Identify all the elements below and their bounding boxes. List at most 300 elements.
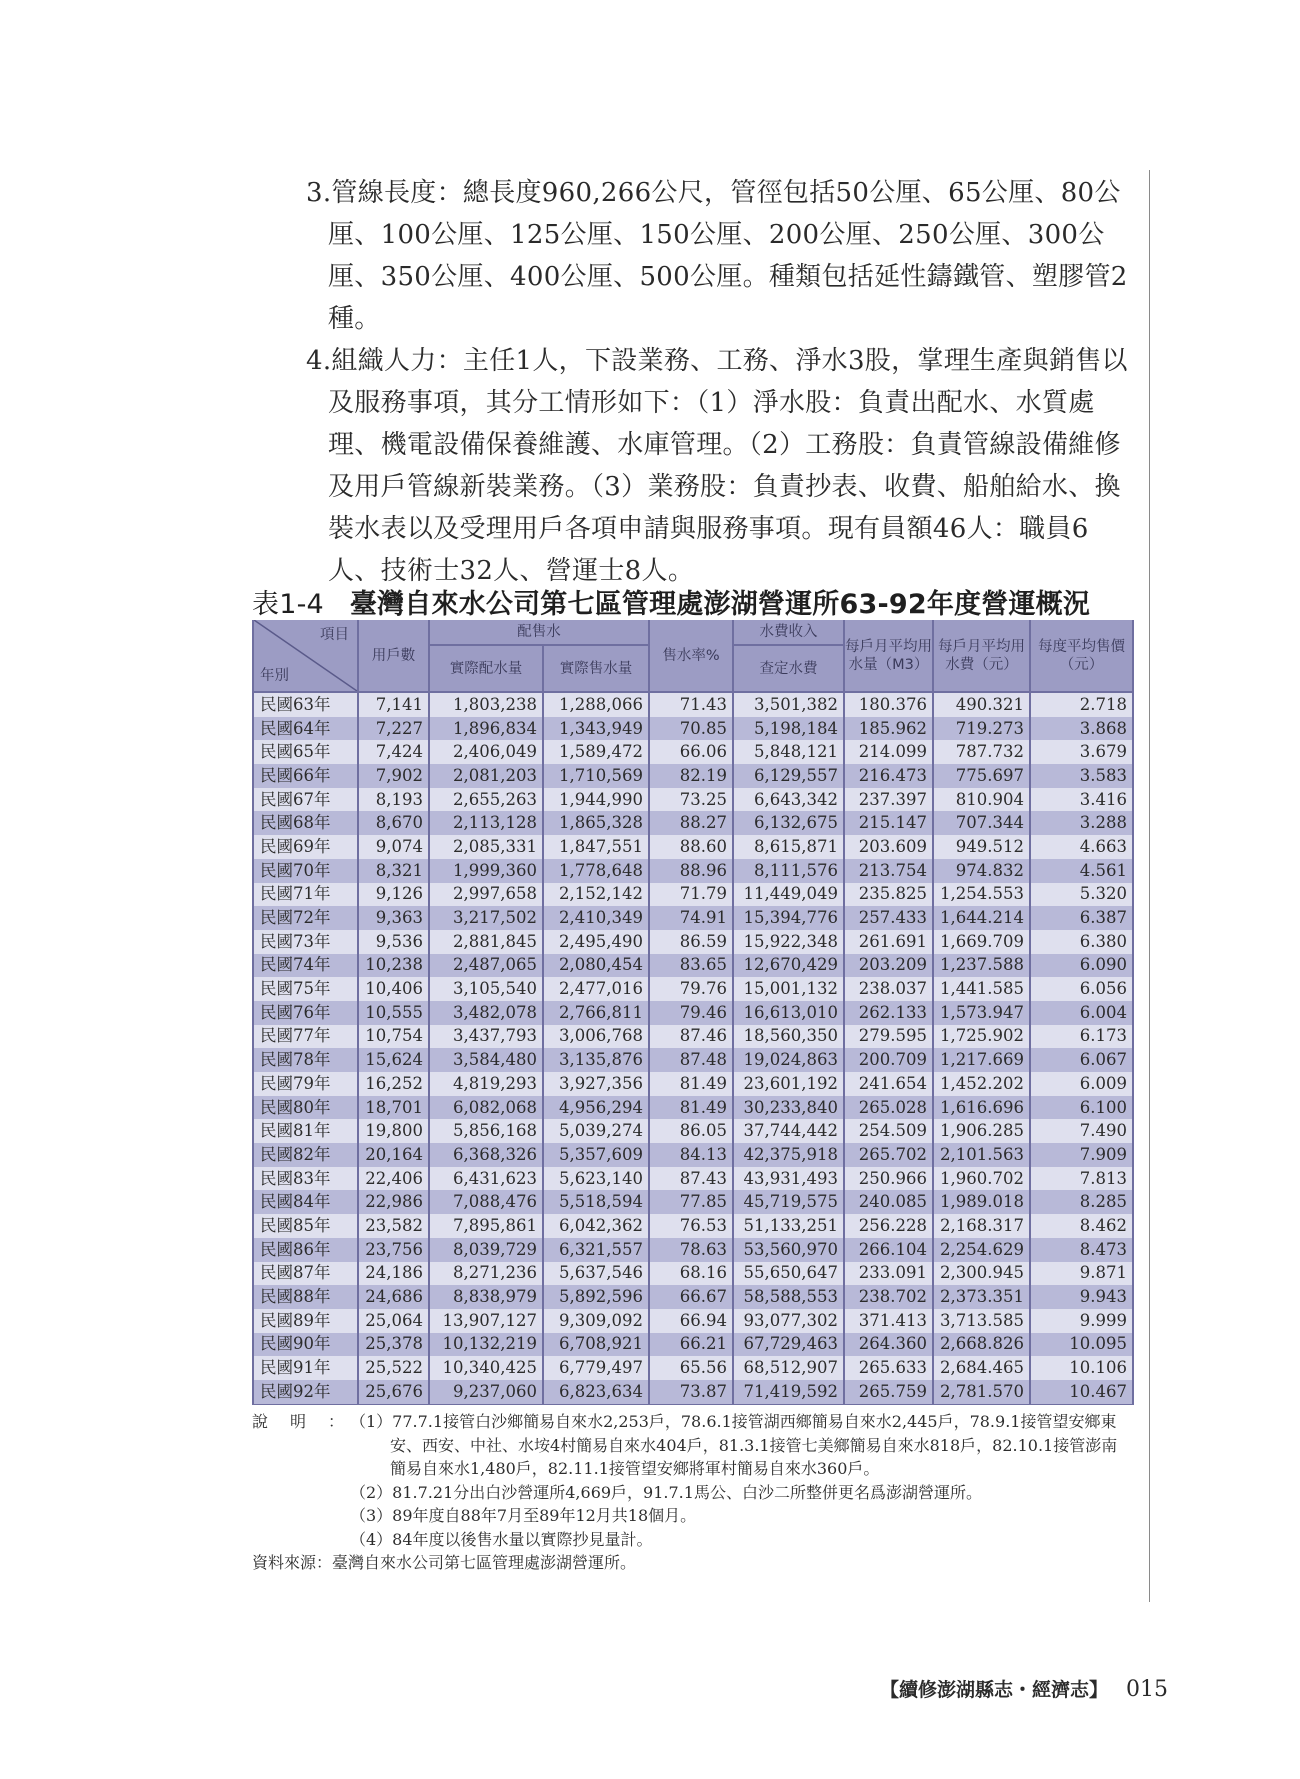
value-cell: 88.60 [649,835,733,859]
value-cell: 213.754 [844,859,933,883]
value-cell: 24,686 [358,1285,429,1309]
value-cell: 88.27 [649,811,733,835]
value-cell: 4.561 [1030,859,1133,883]
year-cell: 民國91年 [253,1356,358,1380]
table-caption [252,582,1152,621]
value-cell: 8,193 [358,788,429,812]
value-cell: 93,077,302 [733,1309,844,1333]
value-cell: 1,865,328 [543,811,649,835]
table-row [253,740,1133,764]
value-cell: 87.46 [649,1025,733,1049]
table-row [253,1190,1133,1214]
value-cell: 6,368,326 [429,1143,543,1167]
table-row [253,954,1133,978]
value-cell: 10,340,425 [429,1356,543,1380]
value-cell: 775.697 [933,764,1030,788]
value-cell: 81.49 [649,1096,733,1120]
value-cell: 1,906.285 [933,1119,1030,1143]
table-row [253,1285,1133,1309]
header-item-label: 項目 [320,627,349,643]
value-cell: 2,477,016 [543,977,649,1001]
value-cell: 5,892,596 [543,1285,649,1309]
value-cell: 10.095 [1030,1333,1133,1357]
table-row [253,788,1133,812]
value-cell: 1,237.588 [933,954,1030,978]
value-cell: 262.133 [844,1001,933,1025]
year-cell: 民國84年 [253,1190,358,1214]
value-cell: 18,701 [358,1096,429,1120]
value-cell: 6,431,623 [429,1167,543,1191]
value-cell: 23,601,192 [733,1072,844,1096]
value-cell: 200.709 [844,1048,933,1072]
value-cell: 5,357,609 [543,1143,649,1167]
value-cell: 2,081,203 [429,764,543,788]
value-cell: 73.25 [649,788,733,812]
margin-rule [1149,170,1150,1602]
header-actual-sales: 實際售水量 [543,645,649,692]
year-cell: 民國72年 [253,906,358,930]
value-cell: 1,778,648 [543,859,649,883]
value-cell: 1,896,834 [429,717,543,741]
value-cell: 71.43 [649,692,733,717]
year-cell: 民國65年 [253,740,358,764]
value-cell: 2.718 [1030,692,1133,717]
value-cell: 88.96 [649,859,733,883]
value-cell: 3.583 [1030,764,1133,788]
value-cell: 185.962 [844,717,933,741]
value-cell: 2,655,263 [429,788,543,812]
header-avg-monthly-fee: 每戶月平均用水費（元） [933,620,1030,692]
table-row [253,1001,1133,1025]
year-cell: 民國86年 [253,1238,358,1262]
value-cell: 6,129,557 [733,764,844,788]
value-cell: 3.868 [1030,717,1133,741]
value-cell: 43,931,493 [733,1167,844,1191]
header-avg-monthly-volume: 每戶月平均用水量（M3） [844,620,933,692]
year-cell: 民國69年 [253,835,358,859]
table-number: 表1-4 [252,589,324,620]
value-cell: 238.037 [844,977,933,1001]
value-cell: 810.904 [933,788,1030,812]
table-row [253,1025,1133,1049]
table-row [253,1262,1133,1286]
table-row [253,906,1133,930]
year-cell: 民國92年 [253,1380,358,1404]
value-cell: 79.46 [649,1001,733,1025]
value-cell: 6.173 [1030,1025,1133,1049]
year-cell: 民國66年 [253,764,358,788]
value-cell: 7.909 [1030,1143,1133,1167]
header-group-revenue: 水費收入 [733,620,844,645]
value-cell: 1,847,551 [543,835,649,859]
table-row [253,692,1133,717]
value-cell: 65.56 [649,1356,733,1380]
value-cell: 265.759 [844,1380,933,1404]
year-cell: 民國77年 [253,1025,358,1049]
paragraph-pipeline-length: 3.管線長度：總長度960,266公尺，管徑包括50公厘、65公厘、80公厘、100公厘、125公厘、150公厘、200公厘、250公厘、300公厘、350公厘、400公厘、500公厘。種類包括延性鑄鐵管、塑膠管2種。 [306,178,1128,334]
value-cell: 67,729,463 [733,1333,844,1357]
value-cell: 3,217,502 [429,906,543,930]
value-cell: 949.512 [933,835,1030,859]
year-cell: 民國78年 [253,1048,358,1072]
value-cell: 1,710,569 [543,764,649,788]
value-cell: 42,375,918 [733,1143,844,1167]
header-sales-rate: 售水率% [649,620,733,692]
value-cell: 203.209 [844,954,933,978]
value-cell: 9,237,060 [429,1380,543,1404]
value-cell: 81.49 [649,1072,733,1096]
value-cell: 3,927,356 [543,1072,649,1096]
value-cell: 66.06 [649,740,733,764]
value-cell: 3,006,768 [543,1025,649,1049]
value-cell: 19,800 [358,1119,429,1143]
year-cell: 民國79年 [253,1072,358,1096]
value-cell: 9.871 [1030,1262,1133,1286]
table-row [253,764,1133,788]
value-cell: 1,644.214 [933,906,1030,930]
year-cell: 民國82年 [253,1143,358,1167]
value-cell: 265.028 [844,1096,933,1120]
year-cell: 民國74年 [253,954,358,978]
year-cell: 民國67年 [253,788,358,812]
value-cell: 5,623,140 [543,1167,649,1191]
value-cell: 3,584,480 [429,1048,543,1072]
value-cell: 8,670 [358,811,429,835]
value-cell: 1,254.553 [933,883,1030,907]
value-cell: 2,997,658 [429,883,543,907]
value-cell: 6.004 [1030,1001,1133,1025]
value-cell: 9,074 [358,835,429,859]
value-cell: 87.43 [649,1167,733,1191]
value-cell: 2,495,490 [543,930,649,954]
value-cell: 3,501,382 [733,692,844,717]
value-cell: 6,708,921 [543,1333,649,1357]
table-row [253,1072,1133,1096]
value-cell: 1,944,990 [543,788,649,812]
value-cell: 79.76 [649,977,733,1001]
value-cell: 1,960.702 [933,1167,1030,1191]
value-cell: 71,419,592 [733,1380,844,1404]
value-cell: 6.067 [1030,1048,1133,1072]
value-cell: 9,536 [358,930,429,954]
value-cell: 256.228 [844,1214,933,1238]
value-cell: 18,560,350 [733,1025,844,1049]
year-cell: 民國89年 [253,1309,358,1333]
value-cell: 707.344 [933,811,1030,835]
value-cell: 8,111,576 [733,859,844,883]
value-cell: 6,643,342 [733,788,844,812]
value-cell: 257.433 [844,906,933,930]
value-cell: 1,343,949 [543,717,649,741]
value-cell: 787.732 [933,740,1030,764]
value-cell: 5,856,168 [429,1119,543,1143]
value-cell: 86.59 [649,930,733,954]
value-cell: 2,152,142 [543,883,649,907]
year-cell: 民國68年 [253,811,358,835]
value-cell: 2,101.563 [933,1143,1030,1167]
header-year-label: 年別 [260,668,289,684]
value-cell: 84.13 [649,1143,733,1167]
value-cell: 7,902 [358,764,429,788]
value-cell: 2,254.629 [933,1238,1030,1262]
value-cell: 266.104 [844,1238,933,1262]
table-row [253,1309,1133,1333]
year-cell: 民國81年 [253,1119,358,1143]
value-cell: 25,522 [358,1356,429,1380]
value-cell: 2,113,128 [429,811,543,835]
header-avg-unit-price: 每度平均售價（元） [1030,620,1133,692]
header-assessed-fee: 查定水費 [733,645,844,692]
value-cell: 1,803,238 [429,692,543,717]
value-cell: 10,132,219 [429,1333,543,1357]
value-cell: 70.85 [649,717,733,741]
value-cell: 6,082,068 [429,1096,543,1120]
year-cell: 民國70年 [253,859,358,883]
note-item: （4）84年度以後售水量以實際抄見量計。 [350,1529,653,1549]
value-cell: 1,669.709 [933,930,1030,954]
value-cell: 19,024,863 [733,1048,844,1072]
value-cell: 7.813 [1030,1167,1133,1191]
value-cell: 1,452.202 [933,1072,1030,1096]
value-cell: 6.387 [1030,906,1133,930]
value-cell: 216.473 [844,764,933,788]
value-cell: 15,394,776 [733,906,844,930]
value-cell: 265.633 [844,1356,933,1380]
value-cell: 53,560,970 [733,1238,844,1262]
table-row [253,977,1133,1001]
value-cell: 8.473 [1030,1238,1133,1262]
value-cell: 20,164 [358,1143,429,1167]
value-cell: 25,378 [358,1333,429,1357]
value-cell: 238.702 [844,1285,933,1309]
value-cell: 10,238 [358,954,429,978]
note-item: （3）89年度自88年7月至89年12月共18個月。 [350,1506,697,1525]
value-cell: 2,080,454 [543,954,649,978]
year-cell: 民國73年 [253,930,358,954]
value-cell: 7.490 [1030,1119,1133,1143]
value-cell: 6.100 [1030,1096,1133,1120]
value-cell: 9,363 [358,906,429,930]
value-cell: 7,895,861 [429,1214,543,1238]
page-number: 015 [1126,1677,1169,1702]
year-cell: 民國85年 [253,1214,358,1238]
value-cell: 37,744,442 [733,1119,844,1143]
value-cell: 9,126 [358,883,429,907]
value-cell: 8.462 [1030,1214,1133,1238]
value-cell: 6,321,557 [543,1238,649,1262]
value-cell: 5,039,274 [543,1119,649,1143]
value-cell: 71.79 [649,883,733,907]
value-cell: 23,582 [358,1214,429,1238]
value-cell: 1,288,066 [543,692,649,717]
value-cell: 9.999 [1030,1309,1133,1333]
value-cell: 241.654 [844,1072,933,1096]
table-body [253,692,1133,1404]
value-cell: 76.53 [649,1214,733,1238]
value-cell: 233.091 [844,1262,933,1286]
table-row [253,1333,1133,1357]
value-cell: 180.376 [844,692,933,717]
value-cell: 16,252 [358,1072,429,1096]
value-cell: 4,956,294 [543,1096,649,1120]
table-row [253,835,1133,859]
value-cell: 4.663 [1030,835,1133,859]
year-cell: 民國71年 [253,883,358,907]
value-cell: 1,999,360 [429,859,543,883]
value-cell: 6,779,497 [543,1356,649,1380]
value-cell: 265.702 [844,1143,933,1167]
value-cell: 8,615,871 [733,835,844,859]
note-item: （1）77.7.1接管白沙鄉簡易自來水2,253戶，78.6.1接管湖西鄉簡易自來水2,445戶，78.9.1接管望安鄉東安、西安、中社、水垵4村簡易自來水404戶，81.3.1接管七美鄉簡易自來水818戶，82.10.1接管澎南簡易自來水1,480戶，82.11.1接管望安鄉將軍村簡易自來水360戶。 [350,1412,1118,1478]
value-cell: 6,132,675 [733,811,844,835]
year-cell: 民國80年 [253,1096,358,1120]
book-title: 【續修澎湖縣志・經濟志】 [880,1679,1109,1701]
operations-table [252,620,1134,1405]
year-cell: 民國90年 [253,1333,358,1357]
table-row [253,1096,1133,1120]
table-row [253,1214,1133,1238]
value-cell: 1,616.696 [933,1096,1030,1120]
year-cell: 民國63年 [253,692,358,717]
value-cell: 8,039,729 [429,1238,543,1262]
value-cell: 7,424 [358,740,429,764]
value-cell: 235.825 [844,883,933,907]
value-cell: 250.966 [844,1167,933,1191]
value-cell: 2,406,049 [429,740,543,764]
value-cell: 2,487,065 [429,954,543,978]
table-row [253,859,1133,883]
value-cell: 7,141 [358,692,429,717]
value-cell: 74.91 [649,906,733,930]
table-row [253,1356,1133,1380]
value-cell: 490.321 [933,692,1030,717]
value-cell: 30,233,840 [733,1096,844,1120]
value-cell: 2,168.317 [933,1214,1030,1238]
table-row [253,1167,1133,1191]
value-cell: 2,766,811 [543,1001,649,1025]
value-cell: 2,410,349 [543,906,649,930]
value-cell: 68.16 [649,1262,733,1286]
header-group-distribution: 配售水 [429,620,649,645]
value-cell: 15,624 [358,1048,429,1072]
value-cell: 15,922,348 [733,930,844,954]
value-cell: 7,227 [358,717,429,741]
table-row [253,1119,1133,1143]
value-cell: 371.413 [844,1309,933,1333]
paragraph-organization: 4.組織人力：主任1人，下設業務、工務、淨水3股，掌理生產與銷售以及服務事項，其分工情形如下：（1）淨水股：負責出配水、水質處理、機電設備保養維護、水庫管理。（2）工務股：負責管線設備維修及用戶管線新裝業務。（3）業務股：負責抄表、收費、船舶給水、換裝水表以及受理用戶各項申請與服務事項。現有員額46人：職員6人、技術士32人、營運士8人。 [306,346,1128,586]
value-cell: 22,406 [358,1167,429,1191]
value-cell: 24,186 [358,1262,429,1286]
value-cell: 3,713.585 [933,1309,1030,1333]
year-cell: 民國64年 [253,717,358,741]
value-cell: 12,670,429 [733,954,844,978]
value-cell: 10,406 [358,977,429,1001]
value-cell: 58,588,553 [733,1285,844,1309]
value-cell: 8,271,236 [429,1262,543,1286]
value-cell: 77.85 [649,1190,733,1214]
value-cell: 5,198,184 [733,717,844,741]
value-cell: 3,105,540 [429,977,543,1001]
table-row [253,811,1133,835]
value-cell: 5.320 [1030,883,1133,907]
value-cell: 10.106 [1030,1356,1133,1380]
value-cell: 10.467 [1030,1380,1133,1404]
value-cell: 5,848,121 [733,740,844,764]
value-cell: 264.360 [844,1333,933,1357]
value-cell: 2,684.465 [933,1356,1030,1380]
value-cell: 1,217.669 [933,1048,1030,1072]
value-cell: 237.397 [844,788,933,812]
value-cell: 66.21 [649,1333,733,1357]
value-cell: 2,300.945 [933,1262,1030,1286]
value-cell: 55,650,647 [733,1262,844,1286]
value-cell: 3,482,078 [429,1001,543,1025]
value-cell: 6.009 [1030,1072,1133,1096]
value-cell: 1,441.585 [933,977,1030,1001]
value-cell: 82.19 [649,764,733,788]
value-cell: 22,986 [358,1190,429,1214]
value-cell: 2,881,845 [429,930,543,954]
value-cell: 10,754 [358,1025,429,1049]
value-cell: 15,001,132 [733,977,844,1001]
table-row [253,1380,1133,1404]
value-cell: 203.609 [844,835,933,859]
year-cell: 民國75年 [253,977,358,1001]
page-footer [880,1675,1168,1702]
table-row [253,1143,1133,1167]
table-row [253,1238,1133,1262]
value-cell: 1,989.018 [933,1190,1030,1214]
value-cell: 2,085,331 [429,835,543,859]
value-cell: 6.056 [1030,977,1133,1001]
year-cell: 民國87年 [253,1262,358,1286]
value-cell: 25,676 [358,1380,429,1404]
value-cell: 8,838,979 [429,1285,543,1309]
value-cell: 214.099 [844,740,933,764]
value-cell: 1,589,472 [543,740,649,764]
value-cell: 2,781.570 [933,1380,1030,1404]
value-cell: 974.832 [933,859,1030,883]
value-cell: 2,668.826 [933,1333,1030,1357]
value-cell: 240.085 [844,1190,933,1214]
value-cell: 16,613,010 [733,1001,844,1025]
value-cell: 3.416 [1030,788,1133,812]
value-cell: 3,135,876 [543,1048,649,1072]
value-cell: 66.67 [649,1285,733,1309]
value-cell: 25,064 [358,1309,429,1333]
value-cell: 86.05 [649,1119,733,1143]
value-cell: 78.63 [649,1238,733,1262]
value-cell: 5,518,594 [543,1190,649,1214]
value-cell: 7,088,476 [429,1190,543,1214]
table-row [253,1048,1133,1072]
table-row [253,883,1133,907]
value-cell: 2,373.351 [933,1285,1030,1309]
value-cell: 45,719,575 [733,1190,844,1214]
notes-label: 說明： [252,1412,367,1431]
year-cell: 民國76年 [253,1001,358,1025]
data-source: 資料來源：臺灣自來水公司第七區管理處澎湖營運所。 [252,1553,637,1572]
value-cell: 3,437,793 [429,1025,543,1049]
value-cell: 73.87 [649,1380,733,1404]
header-corner [253,620,358,692]
value-cell: 11,449,049 [733,883,844,907]
value-cell: 719.273 [933,717,1030,741]
value-cell: 83.65 [649,954,733,978]
value-cell: 4,819,293 [429,1072,543,1096]
value-cell: 10,555 [358,1001,429,1025]
value-cell: 1,573.947 [933,1001,1030,1025]
